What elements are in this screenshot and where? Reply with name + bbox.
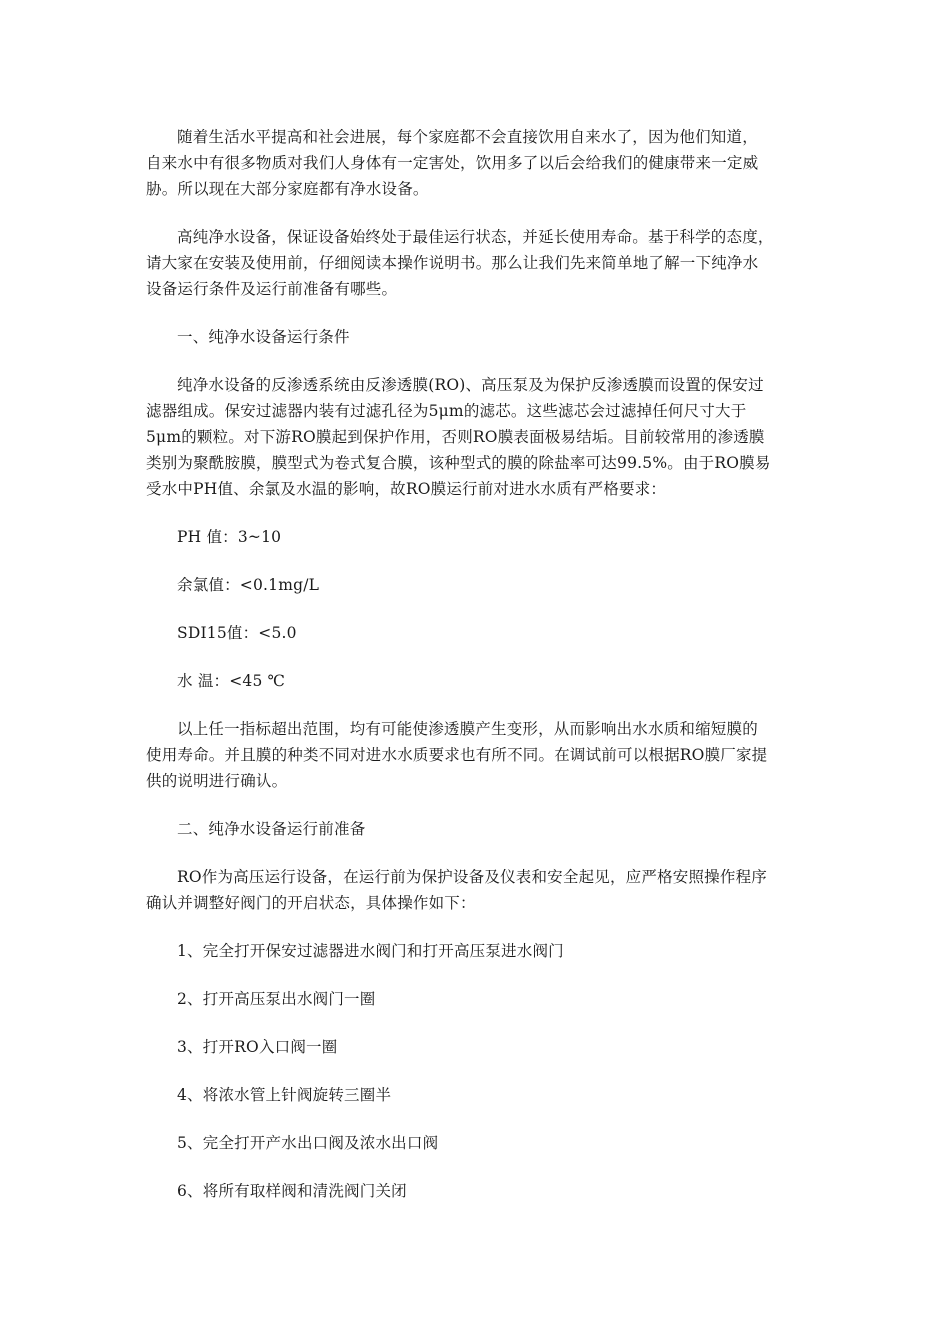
text-line: 以上任一指标超出范围，均有可能使渗透膜产生变形，从而影响出水水质和缩短膜的 xyxy=(177,720,758,738)
intro-paragraph-2 xyxy=(146,224,804,302)
text-line: 请大家在安装及使用前，仔细阅读本操作说明书。那么让我们先来简单地了解一下纯净水 xyxy=(146,254,759,272)
text-line: 确认并调整好阀门的开启状态，具体操作如下： xyxy=(146,894,476,912)
section-1-heading: 一、纯净水设备运行条件 xyxy=(177,328,350,346)
text-line: 纯净水设备的反渗透系统由反渗透膜(RO)、高压泵及为保护反渗透膜而设置的保安过 xyxy=(177,376,764,394)
requirement-temperature: 水 温：<45 ℃ xyxy=(177,672,286,690)
step-4: 4、将浓水管上针阀旋转三圈半 xyxy=(177,1086,392,1104)
requirement-chlorine: 余氯值：<0.1mg/L xyxy=(177,576,320,594)
text-line: 5μm的颗粒。对下游RO膜起到保护作用，否则RO膜表面极易结垢。目前较常用的渗透膜 xyxy=(146,428,765,446)
requirement-sdi15: SDI15值：<5.0 xyxy=(177,624,297,642)
section-2-heading: 二、纯净水设备运行前准备 xyxy=(177,820,366,838)
step-2: 2、打开高压泵出水阀门一圈 xyxy=(177,990,376,1008)
document-page xyxy=(146,124,804,1226)
text-line: 设备运行条件及运行前准备有哪些。 xyxy=(146,280,398,298)
section-1-paragraph-2 xyxy=(146,716,804,794)
step-3: 3、打开RO入口阀一圈 xyxy=(177,1038,338,1056)
section-2-paragraph-1 xyxy=(146,864,804,916)
text-line: 胁。所以现在大部分家庭都有净水设备。 xyxy=(146,180,429,198)
text-line: 随着生活水平提高和社会进展，每个家庭都不会直接饮用自来水了，因为他们知道， xyxy=(177,128,758,146)
text-line: 使用寿命。并且膜的种类不同对进水水质要求也有所不同。在调试前可以根据RO膜厂家提 xyxy=(146,746,768,764)
text-line: 滤器组成。保安过滤器内装有过滤孔径为5μm的滤芯。这些滤芯会过滤掉任何尺寸大于 xyxy=(146,402,747,420)
text-line: 高纯净水设备，保证设备始终处于最佳运行状态，并延长使用寿命。基于科学的态度， xyxy=(177,228,774,246)
text-line: 类别为聚酰胺膜，膜型式为卷式复合膜，该种型式的膜的除盐率可达99.5%。由于RO膜易 xyxy=(146,454,771,472)
text-line: 受水中PH值、余氯及水温的影响，故RO膜运行前对进水水质有严格要求： xyxy=(146,480,667,498)
text-line: 供的说明进行确认。 xyxy=(146,772,288,790)
intro-paragraph-1 xyxy=(146,124,804,202)
step-1: 1、完全打开保安过滤器进水阀门和打开高压泵进水阀门 xyxy=(177,942,564,960)
section-1-paragraph-1 xyxy=(146,372,804,502)
text-line: RO作为高压运行设备，在运行前为保护设备及仪表和安全起见，应严格安照操作程序 xyxy=(177,868,767,886)
step-5: 5、完全打开产水出口阀及浓水出口阀 xyxy=(177,1134,439,1152)
step-6: 6、将所有取样阀和清洗阀门关闭 xyxy=(177,1182,407,1200)
text-line: 自来水中有很多物质对我们人身体有一定害处，饮用多了以后会给我们的健康带来一定威 xyxy=(146,154,759,172)
requirement-ph: PH 值：3~10 xyxy=(177,528,282,546)
